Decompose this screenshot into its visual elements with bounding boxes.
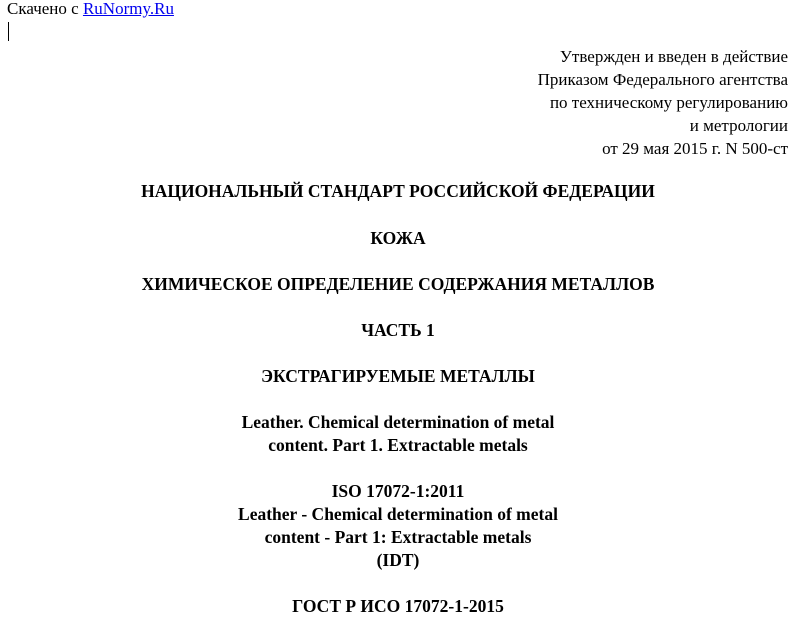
iso-code: ISO 17072-1:2011	[331, 481, 465, 501]
iso-title-line: Leather - Chemical determination of metal	[238, 504, 558, 524]
approval-line: и метрологии	[689, 116, 788, 135]
approval-line: от 29 мая 2015 г. N 500-ст	[602, 139, 788, 158]
source-line	[7, 0, 174, 19]
part-heading: ЧАСТЬ 1	[361, 320, 435, 340]
approval-line: Приказом Федерального агентства	[537, 70, 788, 89]
subject-heading: КОЖА	[370, 228, 426, 248]
iso-title-line: content - Part 1: Extractable metals	[264, 527, 532, 547]
source-prefix: Скачено с	[7, 0, 83, 18]
part-title-heading: ЭКСТРАГИРУЕМЫЕ МЕТАЛЛЫ	[261, 366, 535, 386]
english-title	[0, 411, 790, 457]
text-cursor	[8, 22, 9, 41]
standard-type-heading: НАЦИОНАЛЬНЫЙ СТАНДАРТ РОССИЙСКОЙ ФЕДЕРАЦИИ	[141, 181, 655, 201]
english-title-line: Leather. Chemical determination of metal	[241, 412, 555, 432]
approval-block	[538, 45, 788, 160]
approval-line: Утвержден и введен в действие	[559, 47, 788, 66]
iso-block	[0, 480, 790, 572]
source-link[interactable]: RuNormy.Ru	[82, 0, 174, 18]
gost-code: ГОСТ Р ИСО 17072-1-2015	[292, 596, 504, 616]
method-heading: ХИМИЧЕСКОЕ ОПРЕДЕЛЕНИЕ СОДЕРЖАНИЯ МЕТАЛЛОВ	[141, 274, 655, 294]
english-title-line: content. Part 1. Extractable metals	[268, 435, 528, 455]
approval-line: по техническому регулированию	[549, 93, 788, 112]
iso-equivalence: (IDT)	[376, 550, 420, 570]
